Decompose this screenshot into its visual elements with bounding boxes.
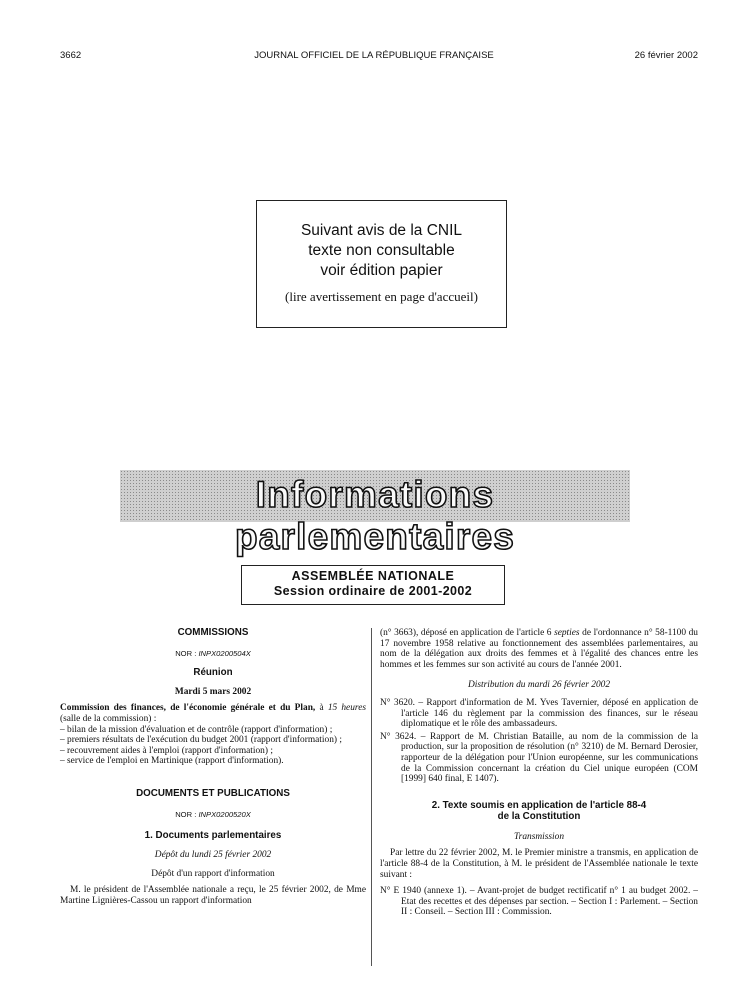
nor-label: NOR : — [175, 648, 197, 658]
commission-name: Commission des finances, de l'économie générale et du Plan, — [60, 703, 316, 714]
commission-time: 15 heures — [327, 703, 367, 714]
section-banner — [120, 470, 630, 557]
right-column — [380, 628, 698, 918]
nor-reference — [60, 649, 366, 660]
section-2-line-2: de la Constitution — [497, 810, 581, 822]
document-item: N° 3620. – Rapport d'information de M. Yves Tavernier, déposé en application de l'article 146 du règlement par la commission des finances, sur le réseau diplomatique et le rôle des ambassadeurs. — [380, 697, 698, 730]
commissions-heading: COMMISSIONS — [177, 627, 249, 638]
assembly-title: ASSEMBLÉE NATIONALE — [291, 569, 455, 583]
reunion-date: Mardi 5 mars 2002 — [174, 686, 252, 697]
section-2-line-1: 2. Texte soumis en application de l'article 88-4 — [431, 799, 647, 811]
cnil-note: (lire avertissement en page d'accueil) — [285, 289, 478, 304]
nor-reference — [60, 810, 366, 821]
continued-septies: septies — [554, 628, 580, 638]
docs-subheading: 1. Documents parlementaires — [144, 830, 282, 842]
nor-label: NOR : — [175, 809, 197, 819]
depot-text: M. le président de l'Assemblée nationale a reçu, le 25 février 2002, de Mme Martine Lignières-Cassou un rapport d'information — [60, 884, 366, 906]
banner-title: Informations parlementaires — [234, 474, 516, 557]
cnil-line-2: texte non consultable — [308, 242, 455, 259]
continued-paragraph — [380, 628, 698, 670]
document-item: N° 3624. – Rapport de M. Christian Bataille, au nom de la commission de la production, sur la proposition de résolution (n° 3210) de M. Bernard Derosier, rapporteur de la délégation pour l'Union européenne, sur les communications de la Commission concernant la création du Ciel unique européen (COM [1999] 640 final, E 1407). — [380, 731, 698, 785]
column-divider — [371, 628, 372, 966]
nor-code: INPX0200504X — [198, 648, 251, 658]
reunion-heading: Réunion — [193, 667, 233, 679]
session-title: Session ordinaire de 2001-2002 — [273, 584, 473, 598]
distribution-heading: Distribution du mardi 26 février 2002 — [467, 680, 611, 691]
transmission-heading: Transmission — [513, 831, 565, 842]
transmission-text: Par lettre du 22 février 2002, M. le Premier ministre a transmis, en application de l'article 88-4 de la Constitution, à M. le président de l'Assemblée nationale le texte suivant : — [380, 848, 698, 880]
journal-title: JOURNAL OFFICIEL DE LA RÉPUBLIQUE FRANÇAISE — [254, 50, 494, 61]
page-number: 3662 — [60, 50, 82, 61]
cnil-line-1: Suivant avis de la CNIL — [300, 222, 463, 239]
cnil-notice-box — [256, 200, 507, 328]
commission-paragraph — [60, 703, 366, 724]
issue-date: 26 février 2002 — [634, 50, 698, 61]
cnil-line-3: voir édition papier — [320, 262, 443, 279]
nor-code: INPX0200520X — [198, 809, 251, 819]
agenda-item: – bilan de la mission d'évaluation et de contrôle (rapport d'information) ; — [60, 724, 333, 735]
section-2-heading — [380, 800, 698, 822]
continued-text-a: (n° 3663), déposé en application de l'article 6 — [380, 628, 552, 638]
depot-date: Dépôt du lundi 25 février 2002 — [154, 849, 272, 860]
agenda-item: – service de l'emploi en Martinique (rapport d'information). — [60, 756, 284, 767]
agenda-item: – recouvrement aides à l'emploi (rapport d'information) ; — [60, 745, 273, 756]
left-column — [60, 628, 366, 906]
docs-heading: DOCUMENTS ET PUBLICATIONS — [136, 787, 290, 799]
commission-place: (salle de la commission) : — [60, 713, 157, 724]
commission-at: à — [319, 703, 324, 714]
assembly-box — [241, 565, 505, 605]
continued-text-b: de l'ordonnance n° 58-1100 du 17 novembre 1958 relative au fonctionnement des assemblées parlementaires, au nom de la délégation aux droits des femmes et à l'égalité des chances entre les hommes et les femmes sur son activité au cours de l'année 2001. — [380, 628, 698, 670]
depot-title: Dépôt d'un rapport d'information — [151, 869, 275, 880]
agenda-item: – premiers résultats de l'exécution du budget 2001 (rapport d'information) ; — [60, 735, 342, 746]
running-header — [0, 50, 748, 64]
document-item: N° E 1940 (annexe 1). – Avant-projet de budget rectificatif n° 1 au budget 2002. – Etat des recettes et des dépenses par section. – Section I : Parlement. – Section II : Conseil. – Section III : Commission. — [380, 886, 698, 918]
